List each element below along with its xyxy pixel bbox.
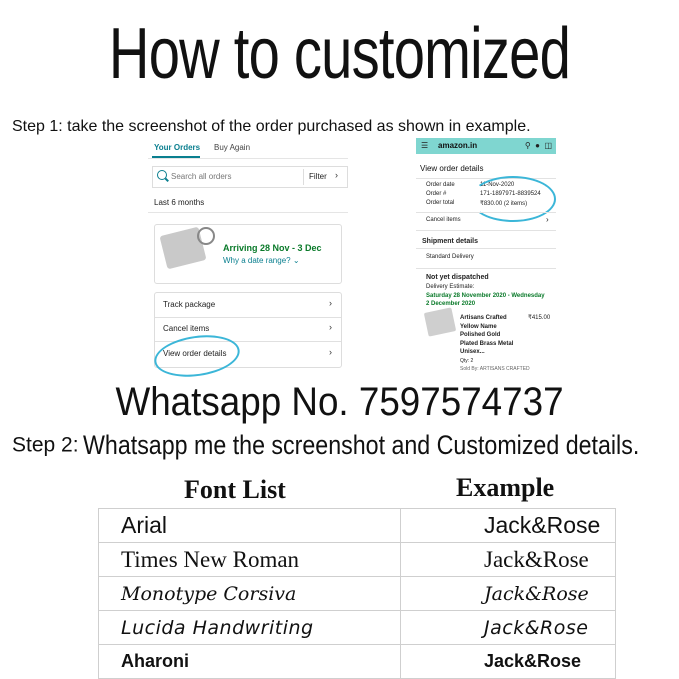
tab-buy-again[interactable]: Buy Again: [214, 143, 251, 152]
step-2-instruction: [12, 430, 679, 461]
amazon-header-bar: [416, 138, 556, 154]
font-example-cell: Jack&Rose: [401, 577, 616, 611]
view-order-details-item[interactable]: View order details: [163, 349, 227, 358]
sold-by: Sold By: ARTISANS CRAFTED: [460, 366, 530, 372]
orders-screenshot: [148, 136, 348, 378]
whatsapp-number: Whatsapp No. 7597574737: [115, 380, 564, 424]
order-date-value: 11-Nov-2020: [480, 182, 515, 188]
order-number-value: 171-1897971-8839524: [480, 191, 541, 197]
date-range-link[interactable]: [223, 256, 300, 265]
step-2-text: Whatsapp me the screenshot and Customized details.: [83, 430, 640, 460]
font-name-cell: Times New Roman: [99, 543, 401, 577]
divider: [155, 317, 341, 318]
product-price: ₹415.00: [528, 315, 551, 321]
font-name-cell: Arial: [99, 509, 401, 543]
cancel-items-link[interactable]: Cancel items: [426, 217, 461, 223]
date-range-link-text: Why a date range?: [223, 256, 291, 265]
amazon-logo: amazon.in: [438, 141, 478, 150]
search-icon[interactable]: ⚲: [524, 141, 531, 150]
orders-tabs: [148, 136, 348, 159]
font-example-cell: Jack&Rose: [401, 509, 616, 543]
product-qty: Qty: 2: [460, 358, 474, 364]
divider: [416, 212, 556, 213]
track-package-item[interactable]: Track package: [163, 300, 216, 309]
divider: [148, 212, 348, 213]
table-row: [99, 543, 616, 577]
keyring-icon: [197, 227, 215, 245]
font-example-cell: Jack&Rose: [401, 645, 616, 679]
table-row: [99, 611, 616, 645]
font-table: [98, 508, 616, 679]
order-number-label: Order #: [426, 191, 447, 197]
chevron-down-icon: ⌄: [292, 256, 300, 265]
divider: [416, 230, 556, 231]
product-name-line: Plated Brass Metal: [460, 340, 514, 347]
step-2-prefix: Step 2:: [12, 433, 79, 457]
order-details-heading: View order details: [420, 164, 484, 173]
product-name-line: Yellow Name: [460, 323, 497, 330]
delivery-estimate-line1: Saturday 28 November 2020 - Wednesday: [426, 293, 545, 299]
filter-divider: [303, 169, 304, 185]
example-header: Example: [456, 473, 555, 502]
font-name-cell: Aharoni: [99, 645, 401, 679]
cancel-items-item[interactable]: Cancel items: [163, 324, 210, 333]
divider: [416, 248, 556, 249]
font-example-cell: Jack&Rose: [401, 611, 616, 645]
product-name-line: Artisans Crafted: [460, 315, 507, 321]
chevron-right-icon: ›: [335, 170, 338, 180]
page-title: How to customized: [108, 14, 571, 94]
delivery-estimate-line2: 2 December 2020: [426, 301, 476, 307]
filter-button[interactable]: Filter: [309, 172, 327, 181]
product-name[interactable]: [460, 314, 522, 357]
arrival-status: Arriving 28 Nov - 3 Dec: [223, 243, 322, 253]
chevron-right-icon: ›: [329, 347, 332, 357]
chevron-right-icon: ›: [329, 298, 332, 308]
order-total-value: ₹830.00 (2 items): [480, 201, 528, 207]
search-placeholder: Search all orders: [171, 172, 232, 181]
delivery-estimate-label: Delivery Estimate:: [426, 284, 475, 290]
table-row: [99, 509, 616, 543]
font-example-cell: Jack&Rose: [401, 543, 616, 577]
divider: [416, 268, 556, 269]
font-name-cell: Monotype Corsiva: [99, 577, 401, 611]
menu-icon[interactable]: ☰: [421, 141, 429, 150]
search-orders-input[interactable]: [152, 166, 348, 188]
search-icon: [157, 170, 167, 180]
order-details-screenshot: [416, 138, 556, 374]
product-name-line: Unisex...: [460, 349, 485, 355]
period-label: Last 6 months: [154, 198, 205, 207]
chevron-right-icon: ›: [546, 215, 549, 224]
font-list-header: Font List: [184, 475, 286, 504]
active-tab-underline: [152, 156, 200, 158]
product-image: [424, 307, 456, 336]
step-1-instruction: Step 1: take the screenshot of the order purchased as shown in example.: [12, 118, 531, 135]
mic-icon[interactable]: ●: [535, 141, 540, 150]
delivery-type: Standard Delivery: [426, 254, 474, 260]
dispatch-status: Not yet dispatched: [426, 274, 489, 281]
tab-your-orders[interactable]: Your Orders: [154, 143, 201, 152]
table-row: [99, 577, 616, 611]
header-icons: [525, 141, 552, 150]
highlight-circle: [470, 176, 556, 222]
font-name-cell: Lucida Handwriting: [99, 611, 401, 645]
cart-icon[interactable]: ◫: [544, 141, 552, 150]
product-name-line: Polished Gold: [460, 332, 501, 338]
order-card[interactable]: [154, 224, 342, 284]
chevron-right-icon: ›: [329, 322, 332, 332]
order-date-label: Order date: [426, 182, 455, 188]
order-total-label: Order total: [426, 200, 455, 206]
table-row: [99, 645, 616, 679]
shipment-heading: Shipment details: [422, 238, 479, 245]
